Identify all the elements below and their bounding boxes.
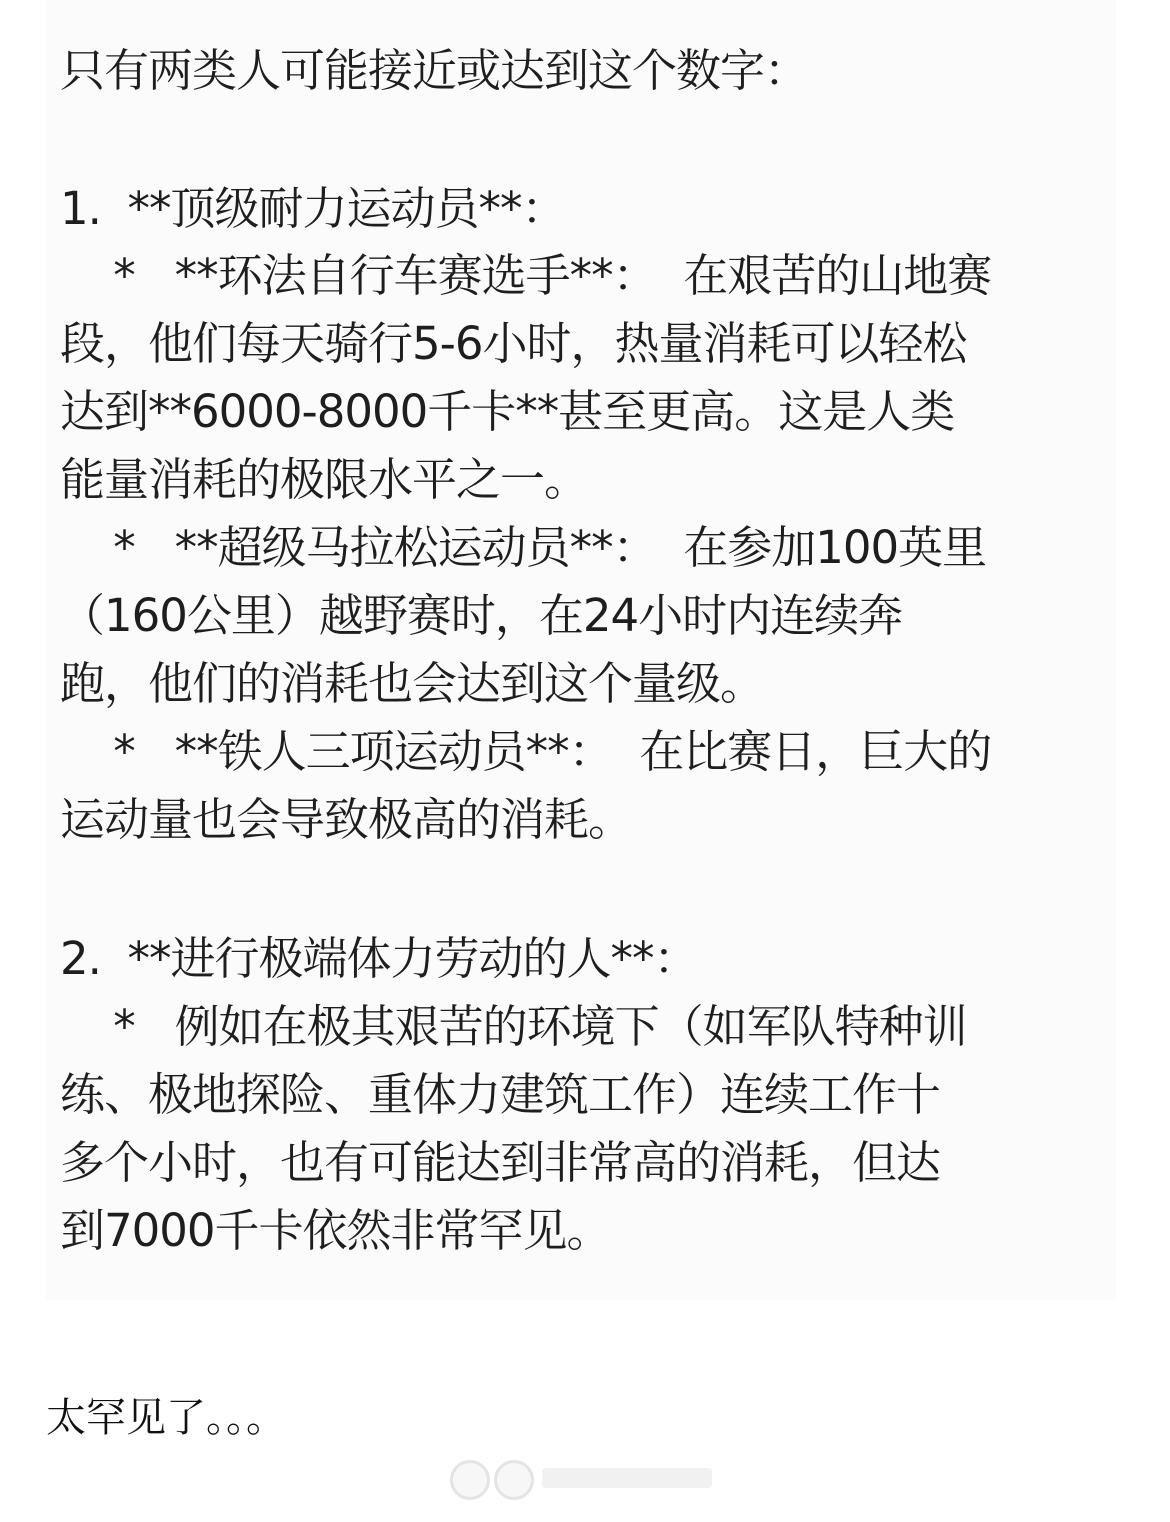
sub-item-line: 跑，他们的消耗也会达到这个量级。 (60, 657, 765, 710)
quoted-text-screenshot (46, 0, 1116, 1300)
intro-line: 只有两类人可能接近或达到这个数字： (60, 44, 809, 97)
watermark-text-block (542, 1468, 712, 1488)
watermark (450, 1452, 720, 1504)
list-item-heading: 2. **进行极端体力劳动的人**： (60, 932, 698, 985)
sub-item-line: 运动量也会导致极高的消耗。 (60, 793, 633, 846)
sub-item-line: * **超级马拉松运动员**： 在参加100英里 (60, 521, 987, 574)
sub-item-line: * **铁人三项运动员**： 在比赛日，巨大的 (60, 725, 992, 778)
sub-item-line: （160公里）越野赛时，在24小时内连续奔 (60, 589, 903, 642)
comment-text: 太罕见了。。。 (46, 1395, 286, 1441)
sub-item-line: 到7000千卡依然非常罕见。 (60, 1204, 611, 1257)
sub-item-line: 段，他们每天骑行5-6小时，热量消耗可以轻松 (60, 317, 967, 370)
sub-item-line: 多个小时，也有可能达到非常高的消耗，但达 (60, 1136, 941, 1189)
sub-item-line: 能量消耗的极限水平之一。 (60, 453, 589, 506)
sub-item-line: 练、极地探险、重体力建筑工作）连续工作十 (60, 1068, 941, 1121)
sub-item-line: * 例如在极其艰苦的环境下（如军队特种训 (60, 1000, 967, 1053)
sub-item-line: * **环法自行车赛选手**： 在艰苦的山地赛 (60, 249, 992, 302)
watermark-logo-icon (494, 1460, 534, 1500)
watermark-logo-icon (450, 1460, 490, 1500)
sub-item-line: 达到**6000-8000千卡**甚至更高。这是人类 (60, 385, 955, 438)
list-item-heading: 1. **顶级耐力运动员**： (60, 182, 566, 235)
